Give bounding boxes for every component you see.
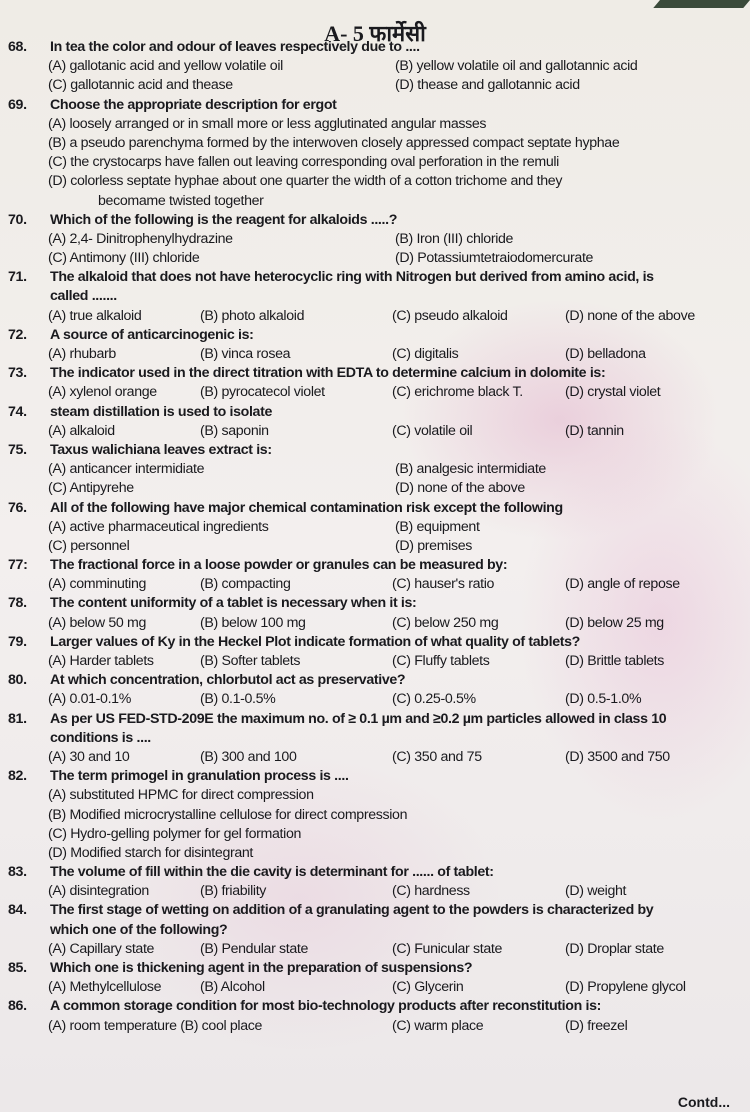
options-row: [0, 652, 750, 671]
option-c[interactable]: (C) warm place: [392, 1017, 484, 1034]
question-number: 70.: [8, 211, 27, 228]
option-a[interactable]: (A) true alkaloid: [48, 307, 142, 324]
options-row: [0, 230, 750, 249]
options-row: [0, 57, 750, 76]
option-b[interactable]: (B) a pseudo parenchyma formed by the interwoven closely appressed compact septate hyphae: [48, 134, 620, 151]
question-number: 74.: [8, 403, 27, 420]
option-d[interactable]: (D) Potassiumtetraiodomercurate: [395, 250, 594, 267]
options-row: [0, 575, 750, 594]
option-c[interactable]: (C) volatile oil: [392, 422, 473, 439]
option-c[interactable]: (C) 350 and 75: [392, 748, 482, 765]
question-line: [0, 959, 750, 978]
option-c[interactable]: (C) Antimony (III) chloride: [48, 250, 200, 267]
question-line: [0, 268, 750, 287]
options-row: [0, 978, 750, 997]
options-row: [0, 249, 750, 268]
option-c[interactable]: (C) Glycerin: [392, 979, 464, 996]
option-d[interactable]: (D) weight: [565, 883, 627, 900]
question-line: [0, 767, 750, 786]
option-c[interactable]: (C) Fluffy tablets: [392, 653, 490, 669]
options-row: [0, 940, 750, 959]
option-a[interactable]: (A) loosely arranged or in small more or less agglutinated angular masses: [48, 115, 487, 132]
option-c[interactable]: (C) pseudo alkaloid: [392, 307, 508, 324]
question-text: called .......: [50, 288, 117, 305]
options-row: [0, 825, 750, 844]
question-number: 78.: [8, 595, 27, 612]
photo-background-corner: [653, 0, 750, 8]
question-text: The content uniformity of a tablet is necessary when it is:: [50, 595, 417, 612]
option-a[interactable]: (A) 0.01-0.1%: [48, 691, 131, 708]
question-text: The term primogel in granulation process is ....: [50, 768, 349, 785]
options-row: [0, 479, 750, 498]
option-a[interactable]: (A) anticancer intermidiate: [48, 461, 205, 478]
question-line: [0, 863, 750, 882]
question-72: [0, 326, 750, 364]
option-d[interactable]: (D) Brittle tablets: [565, 653, 664, 669]
option-d[interactable]: (D) none of the above: [565, 307, 695, 324]
continued-label: Contd...: [677, 1094, 730, 1110]
question-number: 77:: [8, 557, 28, 574]
question-line: [0, 364, 750, 383]
question-line: [0, 499, 750, 518]
question-76: [0, 499, 750, 557]
option-b[interactable]: (B) Pendular state: [200, 940, 309, 957]
question-number: 81.: [8, 710, 27, 727]
option-b[interactable]: (B) 0.1-0.5%: [200, 691, 276, 708]
options-row: [0, 192, 750, 211]
option-b[interactable]: (B) 300 and 100: [200, 748, 297, 765]
question-text: At which concentration, chlorbutol act as preservative?: [50, 672, 406, 689]
options-row: [0, 134, 750, 153]
question-text: As per US FED-STD-209E the maximum no. of ≥ 0.1 µm and ≥0.2 µm particles allowed in class 10: [50, 710, 667, 727]
question-text: Taxus walichiana leaves extract is:: [50, 441, 272, 458]
question-text: The first stage of wetting on addition of a granulating agent to the powders is characterized by: [50, 902, 654, 919]
options-row: [0, 690, 750, 709]
option-d[interactable]: (D) angle of repose: [565, 576, 680, 593]
options-row: [0, 460, 750, 479]
option-d[interactable]: (D) crystal violet: [565, 384, 661, 401]
question-line: [0, 38, 750, 57]
question-text: Which of the following is the reagent for alkaloids .....?: [50, 211, 398, 228]
option-d[interactable]: (D) tannin: [565, 422, 624, 439]
question-line: [0, 211, 750, 230]
options-row: [0, 422, 750, 441]
option-a[interactable]: (A) Methylcellulose: [48, 979, 162, 996]
options-row: [0, 345, 750, 364]
option-b[interactable]: (B) yellow volatile oil and gallotannic acid: [395, 58, 638, 75]
question-number: 75.: [8, 441, 27, 458]
option-a[interactable]: (A) comminuting: [48, 576, 147, 593]
option-b[interactable]: (B) saponin: [200, 422, 269, 439]
options-row: [0, 307, 750, 326]
option-d[interactable]: (D) colorless septate hyphae about one quarter the width of a cotton trichome and they: [48, 173, 563, 190]
option-c[interactable]: (C) below 250 mg: [392, 614, 499, 631]
question-number: 73.: [8, 365, 27, 382]
option-b[interactable]: (B) photo alkaloid: [200, 307, 305, 324]
question-line: [0, 96, 750, 115]
option-b[interactable]: (B) friability: [200, 883, 267, 900]
question-text: The volume of fill within the die cavity is determinant for ...... of tablet:: [50, 864, 494, 881]
option-b[interactable]: (B) Iron (III) chloride: [395, 230, 514, 247]
question-line: [0, 997, 750, 1016]
question-list: [0, 38, 750, 1036]
option-a[interactable]: (A) disintegration: [48, 883, 149, 900]
options-row: [0, 786, 750, 805]
question-81: [0, 710, 750, 768]
option-b[interactable]: (B) Softer tablets: [200, 653, 301, 669]
option-continuation: becomame twisted together: [98, 192, 264, 209]
question-number: 85.: [8, 960, 27, 976]
option-c[interactable]: (C) 0.25-0.5%: [392, 691, 476, 708]
question-number: 68.: [8, 39, 27, 55]
page-title: A- 5 फार्मेसी: [324, 21, 426, 46]
question-text: A common storage condition for most bio-technology products after reconstitution is:: [50, 998, 601, 1015]
option-b[interactable]: (B) vinca rosea: [200, 346, 291, 362]
option-d[interactable]: (D) premises: [395, 537, 472, 554]
question-text: In tea the color and odour of leaves respectively due to ....: [50, 39, 420, 55]
question-text: Larger values of Ky in the Heckel Plot indicate formation of what quality of tablets?: [50, 633, 580, 650]
option-c[interactable]: (C) Antipyrehe: [48, 480, 134, 497]
option-b[interactable]: (B) compacting: [200, 576, 291, 593]
question-text: All of the following have major chemical contamination risk except the following: [50, 499, 563, 516]
option-a[interactable]: (A) xylenol orange: [48, 384, 157, 401]
option-b[interactable]: (B) Alcohol: [200, 979, 265, 996]
question-line: [0, 729, 750, 748]
option-d[interactable]: (D) belladona: [565, 346, 646, 362]
question-79: [0, 633, 750, 671]
question-line: [0, 921, 750, 940]
question-73: [0, 364, 750, 402]
question-line: [0, 633, 750, 652]
option-b[interactable]: (B) pyrocatecol violet: [200, 384, 325, 401]
question-text: Which one is thickening agent in the preparation of suspensions?: [50, 960, 473, 976]
question-line: [0, 710, 750, 729]
option-a[interactable]: (A) substituted HPMC for direct compression: [48, 787, 314, 804]
option-c[interactable]: (C) the crystocarps have fallen out leaving corresponding oval perforation in the remuli: [48, 154, 559, 171]
option-c[interactable]: (C) hardness: [392, 883, 470, 900]
question-text: steam distillation is used to isolate: [50, 403, 272, 420]
options-row: [0, 518, 750, 537]
question-77: [0, 556, 750, 594]
question-69: [0, 96, 750, 211]
question-line: [0, 326, 750, 345]
question-line: [0, 901, 750, 920]
option-d[interactable]: (D) 0.5-1.0%: [565, 691, 642, 708]
option-a[interactable]: (A) room temperature (B) cool place: [48, 1017, 263, 1034]
question-86: [0, 997, 750, 1035]
options-row: [0, 383, 750, 402]
question-68: [0, 38, 750, 96]
option-c[interactable]: (C) Funicular state: [392, 940, 503, 957]
options-row: [0, 115, 750, 134]
question-text: The fractional force in a loose powder or granules can be measured by:: [50, 557, 508, 574]
options-row: [0, 748, 750, 767]
option-c[interactable]: (C) Hydro-gelling polymer for gel formation: [48, 825, 302, 842]
question-75: [0, 441, 750, 499]
question-text: The alkaloid that does not have heterocyclic ring with Nitrogen but derived from amino acid, is: [50, 269, 654, 286]
question-number: 83.: [8, 864, 27, 881]
option-d[interactable]: (D) Droplar state: [565, 940, 664, 957]
question-line: [0, 671, 750, 690]
option-a[interactable]: (A) Capillary state: [48, 940, 155, 957]
options-row: [0, 882, 750, 901]
question-number: 84.: [8, 902, 27, 919]
question-number: 82.: [8, 768, 27, 785]
options-row: [0, 806, 750, 825]
option-a[interactable]: (A) active pharmaceutical ingredients: [48, 518, 269, 535]
option-b[interactable]: (B) Modified microcrystalline cellulose for direct compression: [48, 806, 408, 823]
options-row: [0, 844, 750, 863]
question-82: [0, 767, 750, 863]
option-d[interactable]: (D) 3500 and 750: [565, 748, 670, 765]
option-c[interactable]: (C) hauser's ratio: [392, 576, 495, 593]
question-line: [0, 556, 750, 575]
option-d[interactable]: (D) none of the above: [395, 480, 525, 497]
option-a[interactable]: (A) 2,4- Dinitrophenylhydrazine: [48, 230, 233, 247]
question-78: [0, 594, 750, 632]
question-number: 72.: [8, 326, 27, 343]
question-83: [0, 863, 750, 901]
question-line: [0, 594, 750, 613]
question-line: [0, 441, 750, 460]
question-text: which one of the following?: [50, 921, 228, 938]
question-70: [0, 211, 750, 269]
option-a[interactable]: (A) rhubarb: [48, 346, 116, 362]
question-number: 76.: [8, 499, 27, 516]
option-d[interactable]: (D) freezel: [565, 1017, 628, 1034]
option-d[interactable]: (D) Propylene glycol: [565, 979, 686, 996]
question-line: [0, 287, 750, 306]
option-a[interactable]: (A) 30 and 10: [48, 748, 130, 765]
question-number: 71.: [8, 269, 27, 286]
option-a[interactable]: (A) below 50 mg: [48, 614, 147, 631]
question-number: 69.: [8, 96, 27, 113]
option-c[interactable]: (C) erichrome black T.: [392, 384, 523, 401]
options-row: [0, 614, 750, 633]
option-b[interactable]: (B) equipment: [395, 518, 480, 535]
question-80: [0, 671, 750, 709]
options-row: [0, 537, 750, 556]
question-text: conditions is ....: [50, 729, 151, 746]
option-c[interactable]: (C) digitalis: [392, 346, 459, 362]
options-row: [0, 76, 750, 95]
question-number: 86.: [8, 998, 27, 1015]
option-c[interactable]: (C) personnel: [48, 537, 130, 554]
question-71: [0, 268, 750, 326]
options-row: [0, 153, 750, 172]
option-b[interactable]: (B) below 100 mg: [200, 614, 306, 631]
question-number: 80.: [8, 672, 27, 689]
question-text: The indicator used in the direct titration with EDTA to determine calcium in dolomite is:: [50, 365, 606, 382]
question-line: [0, 403, 750, 422]
question-84: [0, 901, 750, 959]
option-a[interactable]: (A) gallotanic acid and yellow volatile oil: [48, 58, 283, 75]
option-a[interactable]: (A) alkaloid: [48, 422, 115, 439]
question-85: [0, 959, 750, 997]
option-b[interactable]: (B) analgesic intermidiate: [395, 461, 546, 478]
option-d[interactable]: (D) thease and gallotannic acid: [395, 77, 580, 94]
option-c[interactable]: (C) gallotannic acid and thease: [48, 77, 233, 94]
option-d[interactable]: (D) Modified starch for disintegrant: [48, 844, 254, 861]
question-text: A source of anticarcinogenic is:: [50, 326, 254, 343]
question-text: Choose the appropriate description for ergot: [50, 96, 337, 113]
option-a[interactable]: (A) Harder tablets: [48, 653, 154, 669]
question-74: [0, 403, 750, 441]
question-number: 79.: [8, 633, 27, 650]
options-row: [0, 1017, 750, 1036]
option-d[interactable]: (D) below 25 mg: [565, 614, 664, 631]
options-row: [0, 172, 750, 191]
